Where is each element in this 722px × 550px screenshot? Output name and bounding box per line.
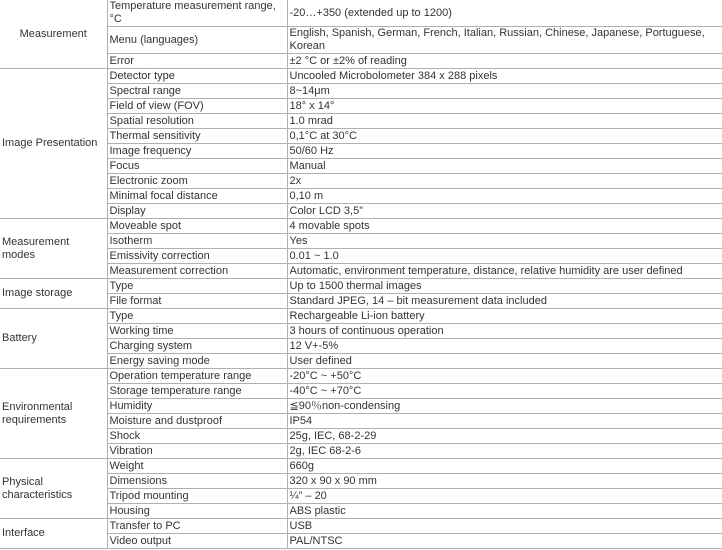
group-image-presentation: Image Presentation — [0, 69, 107, 219]
table-row — [0, 27, 722, 54]
value-cell: 0,1°C at 30°C — [287, 129, 722, 144]
table-row — [0, 444, 722, 459]
table-row — [0, 0, 722, 27]
value-cell: 660g — [287, 459, 722, 474]
value-cell: -40°C ~ +70°C — [287, 384, 722, 399]
value-cell: IP54 — [287, 414, 722, 429]
table-row — [0, 504, 722, 519]
value-cell: 25g, IEC, 68-2-29 — [287, 429, 722, 444]
value-cell: 320 x 90 x 90 mm — [287, 474, 722, 489]
param-cell: File format — [107, 294, 287, 309]
value-cell: User defined — [287, 354, 722, 369]
param-cell: Housing — [107, 504, 287, 519]
param-cell: Weight — [107, 459, 287, 474]
value-cell: Color LCD 3,5” — [287, 204, 722, 219]
value-cell: Automatic, environment temperature, distance, relative humidity are user defined — [287, 264, 722, 279]
value-cell: ABS plastic — [287, 504, 722, 519]
param-cell: Field of view (FOV) — [107, 99, 287, 114]
table-row — [0, 279, 722, 294]
table-row — [0, 219, 722, 234]
group-battery: Battery — [0, 309, 107, 369]
table-row — [0, 54, 722, 69]
table-row — [0, 144, 722, 159]
param-cell: Energy saving mode — [107, 354, 287, 369]
param-cell: Working time — [107, 324, 287, 339]
param-cell: Tripod mounting — [107, 489, 287, 504]
value-cell: Up to 1500 thermal images — [287, 279, 722, 294]
param-cell: Focus — [107, 159, 287, 174]
table-row — [0, 429, 722, 444]
table-row — [0, 459, 722, 474]
value-cell: ¼” – 20 — [287, 489, 722, 504]
table-row — [0, 339, 722, 354]
value-cell: ±2 °C or ±2% of reading — [287, 54, 722, 69]
value-cell: 0,10 m — [287, 189, 722, 204]
param-cell: Thermal sensitivity — [107, 129, 287, 144]
table-row — [0, 234, 722, 249]
param-cell: Transfer to PC — [107, 519, 287, 534]
param-cell: Emissivity correction — [107, 249, 287, 264]
table-row — [0, 369, 722, 384]
param-cell: Minimal focal distance — [107, 189, 287, 204]
value-cell: 3 hours of continuous operation — [287, 324, 722, 339]
param-cell: Moveable spot — [107, 219, 287, 234]
value-cell: -20°C ~ +50°C — [287, 369, 722, 384]
table-row — [0, 114, 722, 129]
table-row — [0, 309, 722, 324]
value-cell: 18° x 14° — [287, 99, 722, 114]
param-cell: Storage temperature range — [107, 384, 287, 399]
param-cell: Charging system — [107, 339, 287, 354]
value-cell: English, Spanish, German, French, Italian, Russian, Chinese, Japanese, Portuguese, Korean — [287, 27, 722, 54]
value-cell: USB — [287, 519, 722, 534]
table-row — [0, 489, 722, 504]
group-image-storage: Image storage — [0, 279, 107, 309]
group-environmental-requirements: Environmental requirements — [0, 369, 107, 459]
table-row — [0, 249, 722, 264]
table-row — [0, 204, 722, 219]
param-cell: Type — [107, 279, 287, 294]
value-cell: Standard JPEG, 14 – bit measurement data included — [287, 294, 722, 309]
param-cell: Vibration — [107, 444, 287, 459]
table-row — [0, 159, 722, 174]
param-cell: Error — [107, 54, 287, 69]
value-cell: PAL/NTSC — [287, 534, 722, 549]
table-row — [0, 534, 722, 549]
value-cell: 4 movable spots — [287, 219, 722, 234]
group-physical-characteristics: Physical characteristics — [0, 459, 107, 519]
table-row — [0, 99, 722, 114]
group-interface: Interface — [0, 519, 107, 549]
table-row — [0, 399, 722, 414]
param-cell: Humidity — [107, 399, 287, 414]
param-cell: Menu (languages) — [107, 27, 287, 54]
group-measurement-modes: Measurement modes — [0, 219, 107, 279]
value-cell: 12 V+-5% — [287, 339, 722, 354]
param-cell: Spectral range — [107, 84, 287, 99]
group-measurement: Measurement — [0, 0, 107, 69]
param-cell: Dimensions — [107, 474, 287, 489]
param-cell: Measurement correction — [107, 264, 287, 279]
table-row — [0, 384, 722, 399]
value-cell: Manual — [287, 159, 722, 174]
table-row — [0, 324, 722, 339]
param-cell: Display — [107, 204, 287, 219]
table-row — [0, 174, 722, 189]
table-row — [0, 129, 722, 144]
param-cell: Operation temperature range — [107, 369, 287, 384]
table-row — [0, 189, 722, 204]
param-cell: Spatial resolution — [107, 114, 287, 129]
value-cell: 0.01 ~ 1.0 — [287, 249, 722, 264]
value-cell: 2x — [287, 174, 722, 189]
value-cell: 8~14μm — [287, 84, 722, 99]
table-row — [0, 414, 722, 429]
param-cell: Temperature measurement range, °C — [107, 0, 287, 27]
param-cell: Isotherm — [107, 234, 287, 249]
value-cell: -20…+350 (extended up to 1200) — [287, 0, 722, 27]
value-cell: Uncooled Microbolometer 384 x 288 pixels — [287, 69, 722, 84]
value-cell: 50/60 Hz — [287, 144, 722, 159]
value-cell: Rechargeable Li-ion battery — [287, 309, 722, 324]
table-row — [0, 69, 722, 84]
table-row — [0, 294, 722, 309]
table-row — [0, 264, 722, 279]
param-cell: Type — [107, 309, 287, 324]
param-cell: Image frequency — [107, 144, 287, 159]
param-cell: Detector type — [107, 69, 287, 84]
value-cell: 1.0 mrad — [287, 114, 722, 129]
param-cell: Electronic zoom — [107, 174, 287, 189]
table-row — [0, 84, 722, 99]
value-cell: 2g, IEC 68-2-6 — [287, 444, 722, 459]
table-row — [0, 474, 722, 489]
value-cell: Yes — [287, 234, 722, 249]
value-cell: ≦90％non-condensing — [287, 399, 722, 414]
table-row — [0, 519, 722, 534]
param-cell: Video output — [107, 534, 287, 549]
param-cell: Shock — [107, 429, 287, 444]
param-cell: Moisture and dustproof — [107, 414, 287, 429]
table-row — [0, 354, 722, 369]
